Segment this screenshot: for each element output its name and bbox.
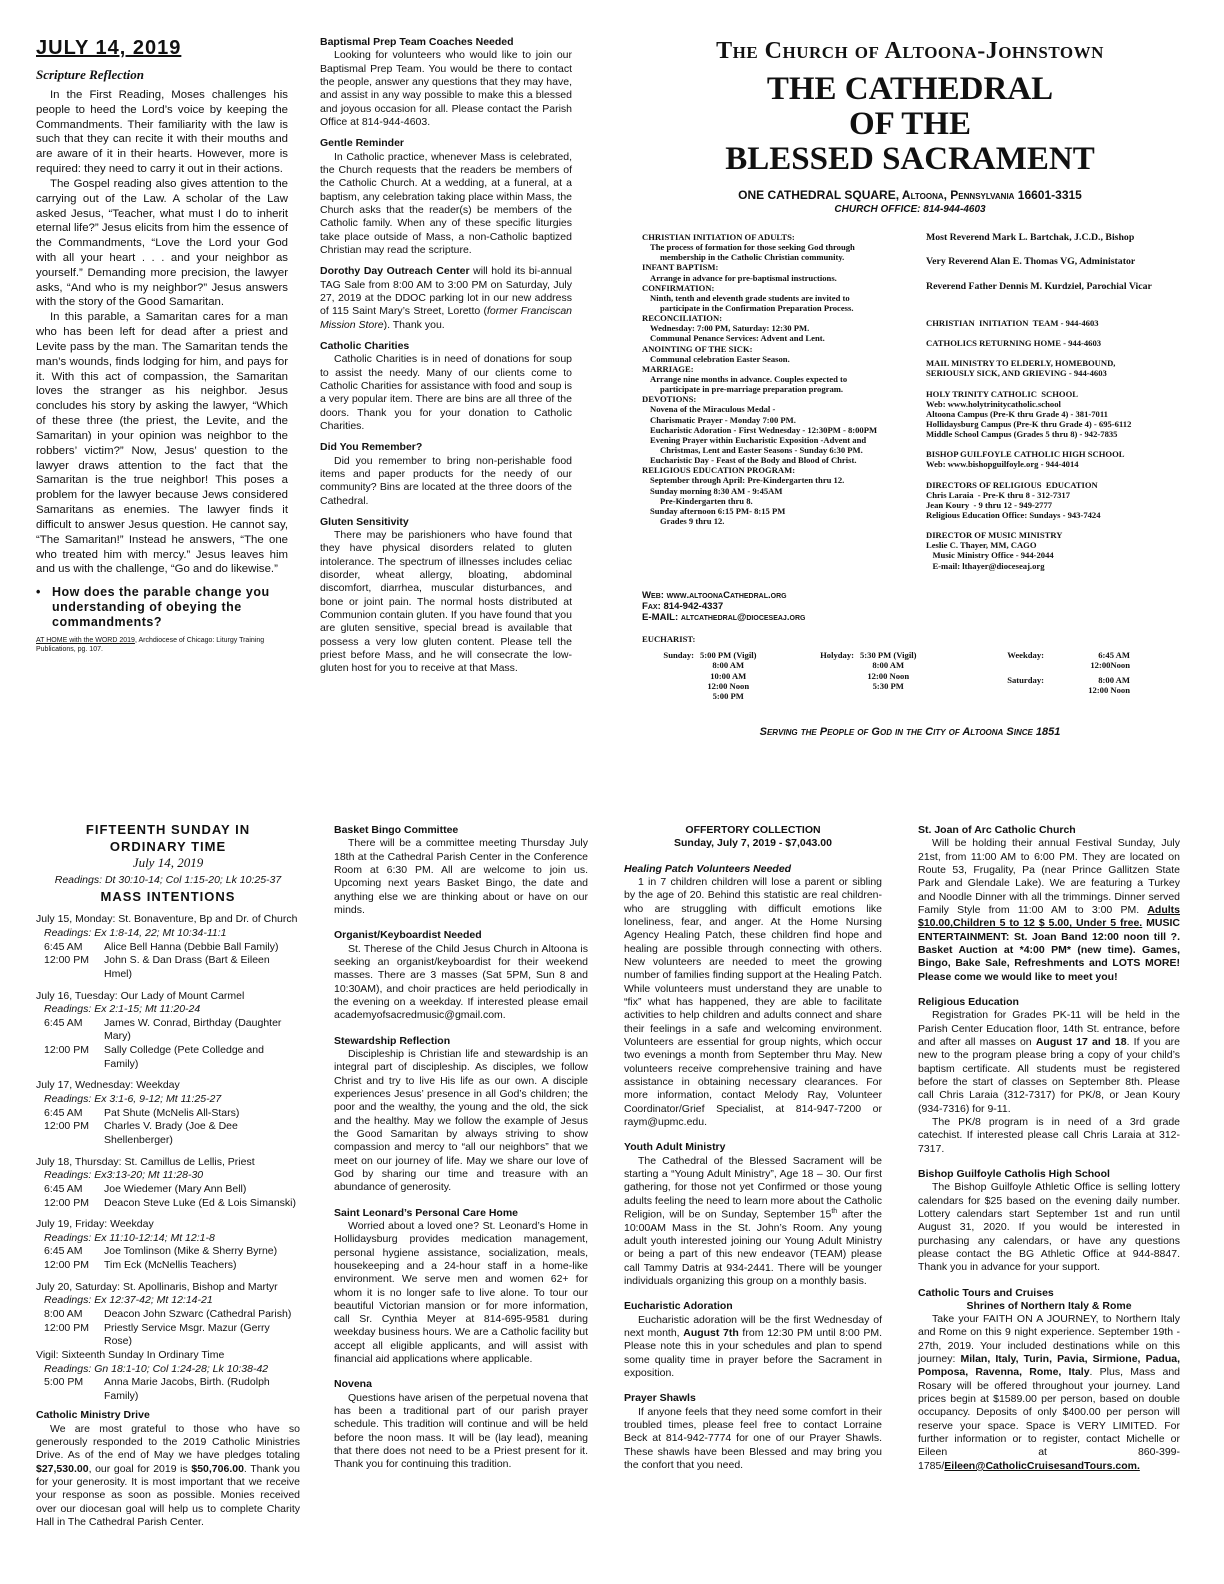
reflection-question-text: How does the parable change you understanding of obeying the commandments? [52, 585, 270, 630]
mass-time: 12:00 PM [44, 954, 89, 967]
ministry-detail: Chris Laraia - Pre-K thru 8 - 312-7317 [926, 489, 1071, 500]
mass-time: 5:00 PM [712, 691, 744, 702]
tour-destinations: Milan, Italy, Turin, Pavia, Sirmione, Padua, Pomposa, Ravenna, Rome, Italy [918, 1353, 1180, 1379]
ministry-entry [926, 358, 1188, 378]
citation-text: , Archdiocese of Chicago: Liturgy Training Publications, pg. 107. [36, 637, 265, 654]
ministry-title: BISHOP GUILFOYLE CATHOLIC HIGH SCHOOL [926, 449, 1125, 460]
clergy-name: Most Reverend Mark L. Bartchak, J.C.D., Bishop [926, 232, 1135, 243]
reflection-paragraph: The Gospel reading also gives attention to the carrying out of the Law. A scholar of the Law asked Jesus, “Teacher, what must I do to inherit eternal life?” Jesus elicits from him the essence of the Commandments, “Love the Lord your God with all your heart . . . and your neighbor as yourself.” Demanding more precision, the lawyer asks, “And who is my neighbor?” Jesus answers with the story of the Good Samaritan. [36, 177, 288, 309]
re-text: Registration for Grades PK-11 will be held in the Parish Center Education floor, 14th St. entrance, before and after all masses on [918, 1009, 1180, 1048]
ordinal-suffix: th [831, 1207, 838, 1215]
drive-text: We are most grateful to those who have so generously responded to the 2019 Catholic Ministries Drive. As of the end of May we have pledges totaling [36, 1422, 300, 1462]
sacrament-detail: Charismatic Prayer - Monday 7:00 PM. [650, 414, 796, 425]
sacrament-detail: Evening Prayer within Eucharistic Exposition -Advent and [650, 434, 867, 445]
mass-intention-row [36, 954, 300, 981]
mass-intention: Alice Bell Hanna (Debbie Ball Family) [104, 940, 279, 953]
announcement-text [918, 837, 1180, 984]
announcement-text [320, 265, 572, 332]
mass-day-readings: Readings: Ex 1:8-14, 22; Mt 10:34-11:1 [44, 926, 227, 939]
announcement-text-part: ). Thank you. [383, 318, 445, 331]
sacrament-detail: Eucharistic Day - Feast of the Body and Blood of Christ. [650, 455, 857, 466]
reflection-citation [36, 636, 288, 654]
ministry-detail: Web: www.bishopguilfoyle.org - 944-4014 [926, 459, 1079, 470]
mass-time: 12:00 Noon [1088, 685, 1130, 696]
sacrament-detail: Wednesday: 7:00 PM, Saturday: 12:30 PM. [650, 323, 810, 334]
announcement-text: St. Therese of the Child Jesus Church in Altoona is seeking an organist/keyboardist for their weekend masses. There are 3 masses (Sat 5PM, Sun 8 and 10:30AM), and choir practices are held periodically in the evening on a weekday. If interested please email academyofsacredmusic@gmail.com. [334, 942, 588, 1022]
announcement-title: Did You Remember? [320, 441, 423, 454]
eucharist-saturday [990, 675, 1130, 696]
sacrament-detail: Sunday morning 8:30 AM - 9:45AM [650, 485, 783, 496]
sacraments-list [642, 232, 917, 526]
ministry-entry [926, 480, 1188, 521]
mass-time: 12:00 PM [44, 1321, 89, 1334]
mass-day-readings: Readings: Ex 2:1-15; Mt 11:20-24 [44, 1003, 201, 1016]
announcement-title: Gentle Reminder [320, 137, 405, 150]
re-dates: August 17 and 18 [1035, 1035, 1127, 1048]
mass-intention: Deacon Steve Luke (Ed & Lois Simanski) [104, 1196, 297, 1209]
mass-intention: Priestly Service Msgr. Mazur (Gerry Rose) [104, 1321, 270, 1348]
mass-intention: Joe Wiedemer (Mary Ann Bell) [104, 1182, 247, 1195]
announcement-text: In Catholic practice, whenever Mass is celebrated, the Church requests that the readers be members of the Catholic Church. At a wedding, at a funeral, at a baptism, any celebration taking place within Mass, the Church asks that the reader(s) be members of the Catholic family. When any of these specific liturgies take place outside of Mass, a non-Catholic baptized Christian may read the scripture. [320, 150, 572, 256]
tour-subtitle: Shrines of Northern Italy & Rome [966, 1299, 1132, 1312]
ministry-detail: Religious Education Office: Sundays - 943-7424 [926, 509, 1101, 520]
sacrament-detail: Christmas, Lent and Easter Seasons - Sunday 6:30 PM. [660, 444, 863, 455]
mass-time: 6:45 AM [1098, 650, 1130, 660]
eucharist-times [700, 650, 756, 702]
goal-amount: $50,706.00 [191, 1462, 244, 1475]
ministry-entry [926, 389, 1188, 440]
drive-text: , our goal for 2019 is [88, 1462, 192, 1475]
ministry-detail: E-mail: lthayer@dioceseaj.org [926, 560, 1045, 571]
sacrament-detail: Eucharistic Adoration - First Wednesday - 12:30PM - 8:00PM [650, 424, 878, 435]
tour-email-link[interactable]: Eileen@CatholicCruisesandTours.com. [944, 1459, 1140, 1472]
announcement-title: Youth Adult Ministry [624, 1141, 726, 1154]
announcement-text: Did you remember to bring non-perishable food items and paper products for the needy of our community? Bins are located at the three doors of the Cathedral. [320, 454, 572, 507]
reflection-paragraph: In the First Reading, Moses challenges his people to heed the Lord’s voice by keeping the Commandments. Their familiarity with the law is such that they can recite it with their mouths and are aware of it in their hearts. However, more is required: they need to carry it out in their actions. [36, 88, 288, 176]
mass-intention: Pat Shute (McNelis All-Stars) [104, 1106, 240, 1119]
sacrament-heading: RECONCILIATION: [642, 313, 723, 324]
liturgical-title: FIFTEENTH SUNDAY IN [85, 822, 251, 837]
announcement-title: Baptismal Prep Team Coaches Needed [320, 36, 514, 48]
announcement-text: Questions have arisen of the perpetual novena that has been a traditional part of our parish prayer schedule. This tradition will continue and will be held before the noon mass. It will be (lay lead), meaning that there does not need to be a Priest present for it. Thank you for continuing this tradition. [334, 1391, 588, 1471]
mass-intention-row [36, 1322, 300, 1349]
offertory-amount: Sunday, July 7, 2019 - $7,043.00 [674, 837, 832, 850]
mass-time: 5:00 PM (Vigil) [700, 650, 757, 660]
mass-time: 8:00 AM [1098, 675, 1130, 685]
reflection-question [36, 585, 288, 630]
mass-day [36, 1079, 300, 1147]
ministry-title: CHRISTIAN INITIATION TEAM - 944-4603 [926, 318, 1099, 328]
announcement-text: There will be a committee meeting Thursday July 18th at the Cathedral Parish Center in the Conference Room at 6:30 PM. All are welcome to join us. Upcoming next years Basket Bingo, the date and anything else we are thinking about or have on our minds. [334, 837, 588, 916]
festival-text: Will be holding their annual Festival Sunday, July 21st, from 11:00 AM to 6:00 PM. They are located on Route 53, Frugality, Pa (near Prince Gallitzen State Park and Glendale Lake). We are featuring a Turkey and Noodle Dinner with all the trimmings. Dinner served Family Style from 11:00 AM to 3:00 PM. [918, 837, 1180, 916]
announcements-column-7 [918, 824, 1180, 1473]
sacrament-detail: Ninth, tenth and eleventh grade students are invited to [650, 292, 850, 303]
mass-day-title: July 16, Tuesday: Our Lady of Mount Carmel [36, 989, 245, 1002]
ministry-detail: Altoona Campus (Pre-K thru Grade 4) - 381-7011 [926, 408, 1108, 419]
mass-time: 8:00 AM [712, 660, 745, 671]
ministry-title: DIRECTORS OF RELIGIOUS EDUCATION [926, 479, 1098, 490]
mass-time: 12:00 PM [44, 1120, 89, 1133]
mass-time: 5:00 PM [44, 1376, 84, 1389]
mass-day-title: July 15, Monday: St. Bonaventure, Bp and Dr. of Church [36, 913, 298, 926]
announcement-title: Basket Bingo Committee [334, 824, 459, 836]
cathedral-header [630, 36, 1190, 216]
cathedral-title-line: OF THE [849, 106, 971, 143]
announcement-text: Catholic Charities is in need of donations for soup to assist the needy. Many of our clients come to Catholic Charities for assistance with food and soup is a very popular item. There are bins are all three of the doors. Thank you for your donation to Catholic Charities. [320, 353, 572, 432]
announcement-title: Eucharistic Adoration [624, 1300, 733, 1313]
ministry-title: CATHOLICS RETURNING HOME - 944-4603 [926, 338, 1102, 349]
mass-time: 6:45 AM [44, 1245, 83, 1258]
mass-intentions-list [36, 913, 300, 1403]
festival-highlights: MUSIC ENTERTAINMENT: St. Joan Band 12:00 noon till ?. Basket Auction at *4:00 PM* (new time). Games, Bingo, Bake Sale, Refreshments and LOTS MORE! Please come we would like to meet you! [918, 917, 1181, 983]
sacrament-heading: INFANT BAPTISM: [642, 262, 719, 273]
clergy-name: Very Reverend Alan E. Thomas VG, Administator [926, 256, 1136, 267]
fax-number: Fax: 814-942-4337 [642, 601, 724, 613]
mass-time: 12:00 PM [44, 1196, 89, 1209]
eucharist-day-label: Sunday: [663, 650, 694, 660]
announcement-text: The Bishop Guilfoyle Athletic Office is selling lottery calendars for $25 based on the evening daily number. Lottery calendars start September 1st and run until August 31, 2020. If you would be interested in purchasing any calendars, or have any questions please contact the BG Athletic Office at 944-8847. Thank you in advance for your support. [918, 1181, 1180, 1274]
drive-text: . Thank you for your generosity. It is most important that we receive your response as soon as possible. Monies received over our diocesan goal will help us to complete Charity Hall in The Cathedral Parish Center. [36, 1462, 300, 1529]
mass-time: 5:30 PM (Vigil) [860, 650, 917, 660]
liturgical-title: ORDINARY TIME [109, 838, 227, 854]
mass-intention-row [36, 1044, 300, 1071]
mass-time: 12:00 Noon [707, 680, 750, 691]
announcement-title: St. Joan of Arc Catholic Church [918, 824, 1076, 836]
ministry-title: MAIL MINISTRY TO ELDERLY, HOMEBOUND, [926, 358, 1116, 369]
youth-text: The Cathedral of the Blessed Sacrament will be starting a “Young Adult Ministry”, Age 18 – 30. Our first gathering, for those not yet Confirmed or those young adults feeling the need to learn more about the Catholic Religion, will be on Sunday, September 15 [624, 1154, 883, 1221]
eucharist-day-label: Saturday: [1007, 675, 1044, 685]
ministry-detail: SERIOUSLY SICK, AND GRIEVING - 944-4603 [926, 368, 1107, 379]
sunday-readings: Readings: Dt 30:10-14; Col 1:15-20; Lk 10:25-37 [54, 873, 282, 886]
offertory-title: OFFERTORY COLLECTION [685, 824, 821, 836]
ministry-entry [926, 449, 1188, 469]
announcement-text: If anyone feels that they need some comfort in their troubled times, please feel free to contact Lorraine Beck at 814-942-7774 for one of our Prayer Shawls. These shawls have been Blessed and may bring you the confort that you need. [624, 1405, 882, 1471]
ministry-detail: Music Ministry Office - 944-2044 [926, 550, 1054, 561]
re-text: . If you are new to the program please bring a copy of your child’s baptism certificate. All students must be registered before the start of classes on September 8th. Please call Chris Laraia (312-7317) for PK/8, or Jean Koury (934-7316) for 9-11. [918, 1035, 1180, 1115]
sacrament-detail: Pre-Kindergarten thru 8. [660, 495, 753, 506]
scripture-reflection-title: Scripture Reflection [36, 67, 144, 83]
sacrament-detail: participate in the Confirmation Preparation Process. [660, 302, 854, 313]
church-name: The Church of Altoona-Johnstown [716, 38, 1104, 64]
sacrament-detail: membership in the Catholic Christian community. [660, 252, 845, 263]
citation-link[interactable]: AT HOME with the WORD 2019 [36, 637, 135, 645]
bullet-mark: • [36, 585, 41, 600]
mass-day [36, 1281, 300, 1404]
sacrament-detail: participate in pre-marriage preparation program. [660, 384, 844, 395]
sacrament-detail: Communal celebration Easter Season. [650, 353, 790, 364]
sacrament-detail: Arrange nine months in advance. Couples expected to [650, 373, 848, 384]
ministry-drive-text [36, 1423, 300, 1530]
announcements-column-6 [624, 824, 882, 1472]
ministry-drive-title: Catholic Ministry Drive [36, 1409, 150, 1422]
mass-time: 6:45 AM [44, 940, 83, 953]
mass-time: 6:45 AM [44, 1016, 83, 1029]
mass-day [36, 1156, 300, 1211]
sacrament-heading: CONFIRMATION: [642, 282, 715, 293]
eucharist-times [1050, 675, 1130, 696]
sacrament-detail: Communal Penance Services: Advent and Lent. [650, 333, 825, 344]
adoration-date: August 7th [683, 1326, 739, 1339]
announcement-title: Organist/Keyboardist Needed [334, 929, 482, 942]
mass-day [36, 1218, 300, 1273]
announcement-title: Healing Patch Volunteers Needed [624, 862, 792, 875]
mass-time: 5:30 PM [872, 680, 904, 691]
liturgical-date: July 14, 2019 [132, 855, 204, 870]
vigil-readings: Readings: Gn 18:1-10; Col 1:24-28; Lk 10:38-42 [44, 1362, 269, 1375]
vigil-title: Vigil: Sixteenth Sunday In Ordinary Time [36, 1348, 225, 1361]
mass-intention: Charles V. Brady (Joe & Dee Shellenberger) [104, 1120, 238, 1146]
eucharist-times [1050, 650, 1130, 671]
mass-intention-row [36, 941, 300, 955]
tour-text: . Plus, Mass and Rosary will be offered throughout your journey. Land prices begin at $1589.00 per person, based on double occupancy. Deposits of only $400.00 per person will reserve your space. Space is VERY LIMITED. For further information or to register, contact Michelle or Eileen at 860-399-1785/ [918, 1366, 1180, 1472]
ministry-entry [926, 530, 1188, 571]
mass-intention-row [36, 1245, 300, 1259]
announcement-title: Prayer Shawls [624, 1392, 696, 1405]
bulletin-date: JULY 14, 2019 [36, 37, 182, 59]
ministry-detail: Web: www.holytrinitycatholic.school [926, 398, 1061, 409]
cathedral-title-line: BLESSED SACRAMENT [725, 140, 1095, 177]
mass-time: 12:00Noon [1090, 660, 1130, 671]
mass-intention-row [36, 1183, 300, 1197]
sacrament-detail: September through April: Pre-Kindergarten thru 12. [650, 475, 845, 486]
mass-time: 12:00 PM [44, 1044, 89, 1057]
announcement-text [918, 1009, 1180, 1116]
mass-day [36, 990, 300, 1072]
ministry-detail: Leslie C. Thayer, MM, CAGO [926, 540, 1037, 551]
mass-day-title: July 17, Wednesday: Weekday [36, 1079, 180, 1092]
mass-time: 6:45 AM [44, 1106, 83, 1119]
mass-intention: Sally Colledge (Pete Colledge and Family) [104, 1044, 264, 1070]
mass-intention-row [36, 1107, 300, 1121]
eucharist-day-label: Holyday: [820, 650, 854, 660]
mass-intention-row [36, 1197, 300, 1211]
announcement-text [918, 1313, 1180, 1473]
mass-intention: James W. Conrad, Birthday (Daughter Mary) [104, 1016, 282, 1043]
announcement-title: Stewardship Reflection [334, 1034, 451, 1047]
eucharist-day-label: Weekday: [1007, 650, 1044, 660]
mass-day-title: July 20, Saturday: St. Apollinaris, Bishop and Martyr [36, 1280, 278, 1293]
announcement-text-part: will hold its bi-annual TAG Sale from 8:00 AM to 3:00 PM on Saturday, July 27, 2019 at the DDOC parking lot in our new address of 115 Saint Mary’s Street, Loretto ( [320, 265, 572, 318]
mass-intention-row [36, 1376, 300, 1403]
mass-day [36, 913, 300, 981]
website-link[interactable]: Web: www.altoonaCathedral.org [642, 590, 787, 601]
mass-time: 12:00 Noon [867, 670, 910, 681]
mass-intention: Anna Marie Jacobs, Birth. (Rudolph Family) [104, 1376, 270, 1402]
sacrament-detail: The process of formation for those seeking God through [650, 242, 855, 253]
announcement-title: Catholic Charities [320, 339, 410, 352]
mass-intention: Deacon John Szwarc (Cathedral Parish) [104, 1307, 292, 1320]
email-link[interactable]: E-MAIL: altcathedral@dioceseaj.org [642, 612, 806, 624]
sacrament-heading: CHRISTIAN INITIATION OF ADULTS: [642, 232, 795, 242]
eucharist-times [860, 650, 916, 691]
ministry-title: DIRECTOR OF MUSIC MINISTRY [926, 530, 1063, 541]
adoration-text: Eucharistic adoration will be the first Wednesday of next month, [624, 1313, 882, 1339]
ministry-detail: Jean Koury - 9 thru 12 - 949-2777 [926, 499, 1053, 510]
announcement-title: Saint Leonard’s Personal Care Home [334, 1206, 519, 1219]
serving-tagline: Serving the People of God in the City of Altoona Since 1851 [759, 726, 1061, 738]
announcements-column-5 [334, 824, 588, 1472]
sacrament-detail: Novena of the Miraculous Medal - [650, 404, 776, 415]
mass-time: 8:00 AM [872, 660, 905, 671]
announcement-text: Looking for volunteers who would like to join our Baptismal Prep Team. You would be there to contact the people, answer any questions that they may have, and assist in any way possible to make this a blessed and joyous occasion for all. Please contact the Parish Office at 814-944-4603. [320, 49, 572, 128]
contact-info [642, 590, 917, 623]
sacrament-detail: Arrange in advance for pre-baptismal instructions. [650, 272, 837, 283]
sacrament-detail: Grades 9 thru 12. [660, 515, 725, 526]
mass-intention-row [36, 1259, 300, 1273]
clergy-list [926, 232, 1186, 308]
mass-day-readings: Readings: Ex3:13-20; Mt 11:28-30 [44, 1169, 204, 1182]
ministry-entry [926, 338, 1188, 348]
sacrament-heading: RELIGIOUS EDUCATION PROGRAM: [642, 465, 796, 476]
announcements-column-top [320, 36, 572, 676]
announcement-text: The PK/8 program is in need of a 3rd grade catechist. If interested please call Chris Laraia at 312-7317. [918, 1115, 1180, 1155]
announcement-italic: former Franciscan Mission Store [320, 305, 572, 331]
announcement-title: Novena [334, 1378, 372, 1391]
mass-day-readings: Readings: Ex 3:1-6, 9-12; Mt 11:25-27 [44, 1093, 222, 1106]
announcement-text: Worried about a loved one? St. Leonard’s Home in Hollidaysburg provides medication management, personal hygiene assistance, socialization, meals, housekeeping and a 24-hour staff in a home-like environment. We serve men and women 62+ for whom it is no longer safe to live alone. To tour our beautiful Victorian mansion or for more information, call Sr. Cynthia Meyer at 814-695-9581 during weekday business hours. We are a Catholic facility but accept all eligible applicants, and will assist with financial aid applications where applicable. [334, 1219, 588, 1366]
ministry-entry [926, 318, 1188, 328]
announcement-text [624, 1314, 882, 1381]
scripture-column [36, 36, 288, 654]
announcement-title: Religious Education [918, 995, 1019, 1008]
cathedral-title-line: THE CATHEDRAL [766, 71, 1054, 108]
announcement-text: 1 in 7 children children will lose a parent or sibling by the age of 20. Behind this statistic are real children- who are struggling with difficult emotions like loneliness, fear, and anger. At the Home Nursing Agency Healing Patch, these children find hope and healing are possible through connecting with others. New volunteers are needed to meet the growing number of families finding support at the Healing Patch. While volunteers must understand they are unable to “fix” what has happened, they are able to facilitate activities to help children and adults connect and share their feelings in a safe and welcoming environment. Volunteers are essential for group nights, which occur two evenings a month from September thru May. New volunteers receive comprehensive training and have assistance in obtaining necessary clearances. For more information, contact Melody Ray, Volunteer Coordinator/Grief Specialist, at 814-947-7200 or raym@upmc.edu. [624, 875, 882, 1128]
announcement-text: There may be parishioners who have found that they have physical disorders related to gluten intolerance. The spectrum of illnesses includes celiac disorder, wheat allergy, bloating, abdominal discomfort, diarrhea, muscular disturbances, and bone or joint pain. The normal hosts distributed at Communion contain gluten. If you have found that you are gluten sensitive, special bread is available that possess a very low gluten content. Please tell the priest before Mass, and he will consecrate the low-gluten host for you to receive at that Mass. [320, 529, 572, 675]
mass-intentions-column [36, 822, 300, 1529]
reflection-paragraph: In this parable, a Samaritan cares for a man who has been left for dead after a priest and Levite pass by the man. The Samaritan tends the man’s wounds, finds lodging for him, and pays for it. With this act of compassion, the Samaritan loves the stranger as his neighbor. Jesus concludes his story by asking the lawyer, “Which of these three (the priest, the Levite, and the Samaritan) in your opinion was neighbor to the robbers’ victim?” Now, Jesus’ question to the lawyer draws attention to the fact that the Samaritan is the true neighbor! This poses a problem for the lawyer because Jews considered Samaritans as enemies. The lawyer finds it difficult to answer Jesus question. He cannot say, “The Samaritan!” Instead he answers, “The one who treated him with mercy.” Jesus leaves him and us with the challenge, “Go and do likewise.” [36, 311, 288, 576]
church-address: ONE CATHEDRAL SQUARE, Altoona, Pennsylvania 16601-3315 [738, 188, 1082, 203]
eucharist-weekday [990, 650, 1130, 671]
mass-intentions-title: MASS INTENTIONS [100, 888, 236, 904]
mass-time: 6:45 AM [44, 1182, 83, 1195]
mass-day-readings: Readings: Ex 11:10-12:14; Mt 12:1-8 [44, 1231, 215, 1244]
mass-time: 10:00 AM [710, 670, 747, 681]
announcement-title: Dorothy Day Outreach Center [320, 265, 470, 278]
pledge-total: $27,530.00 [36, 1462, 89, 1475]
mass-intention: John S. & Dan Drass (Bart & Eileen Hmel) [104, 954, 270, 980]
announcement-title: Catholic Tours and Cruises [918, 1286, 1054, 1299]
ministry-detail: Middle School Campus (Grades 5 thru 8) - 942-7835 [926, 429, 1118, 440]
adoration-text: from 12:30 PM until 8:00 PM. Please note this in your schedules and plan to spend some quality time in prayer before the Sacrament in exposition. [624, 1326, 883, 1379]
sacrament-heading: DEVOTIONS: [642, 394, 697, 405]
sacrament-detail: Sunday afternoon 6:15 PM- 8:15 PM [650, 505, 786, 516]
mass-intention: Tim Eck (McNellis Teachers) [104, 1259, 237, 1272]
announcement-title: Gluten Sensitivity [320, 515, 409, 528]
ministries-list [926, 318, 1188, 581]
mass-day-title: July 18, Thursday: St. Camillus de Lellis, Priest [36, 1155, 255, 1168]
announcement-title: Bishop Guilfoyle Catholis High School [918, 1167, 1110, 1180]
mass-time: 8:00 AM [44, 1307, 83, 1320]
eucharist-label: EUCHARIST: [642, 634, 696, 644]
announcement-text: Discipleship is Christian life and stewardship is an integral part of discipleship. As disciples, we follow Christ and try to live His life as our own. A disciple experiences Jesus’ presence in all God’s children; the poor and the wealthy, the young and the old, the sick and the healthy. May we follow the example of Jesus the Good Samaritan by always striving to show compassion and mercy to “all our neighbors” that we meet on our journey of life. May we share our love of God by sharing our time and treasure with an abundance of generosity. [334, 1047, 588, 1194]
clergy-name: Reverend Father Dennis M. Kurdziel, Parochial Vicar [926, 281, 1152, 292]
eucharist-sunday [640, 650, 756, 702]
mass-time: 12:00 PM [44, 1259, 89, 1272]
ministry-detail: Hollidaysburg Campus (Pre-K thru Grade 4) - 695-6112 [926, 418, 1132, 429]
mass-intention-row [36, 1017, 300, 1044]
church-office-phone: CHURCH OFFICE: 814-944-4603 [834, 203, 986, 215]
mass-intention-row [36, 1308, 300, 1322]
youth-text: after the 10:00AM Mass in the St. John’s Room. Any young adult youth interested joining our Young Adult Ministry or being a part of this new endeavor (TEAM) please call Tammy Datris at 934-2441. There will be younger individuals organizing this group on a monthly basis. [624, 1208, 882, 1287]
eucharist-holyday [800, 650, 916, 691]
announcement-text [624, 1155, 882, 1289]
mass-day-title: July 19, Friday: Weekday [36, 1218, 154, 1231]
sacrament-heading: ANOINTING OF THE SICK: [642, 343, 753, 354]
ministry-title: HOLY TRINITY CATHOLIC SCHOOL [926, 388, 1079, 399]
mass-intention-row [36, 1120, 300, 1147]
sacrament-heading: MARRIAGE: [642, 363, 694, 374]
festival-prices: Adults $10.00,Children 5 to 12 $ 5.00, Under 5 free. [918, 903, 1180, 930]
mass-intention: Joe Tomlinson (Mike & Sherry Byrne) [104, 1245, 278, 1258]
mass-day-readings: Readings: Ex 12:37-42; Mt 12:14-21 [44, 1294, 213, 1307]
tour-text: Take your FAITH ON A JOURNEY, to Northern Italy and Rome on this 9 night experience. September 19th - 27th, 2019. Your included destinations while on this journey: [918, 1313, 1180, 1366]
